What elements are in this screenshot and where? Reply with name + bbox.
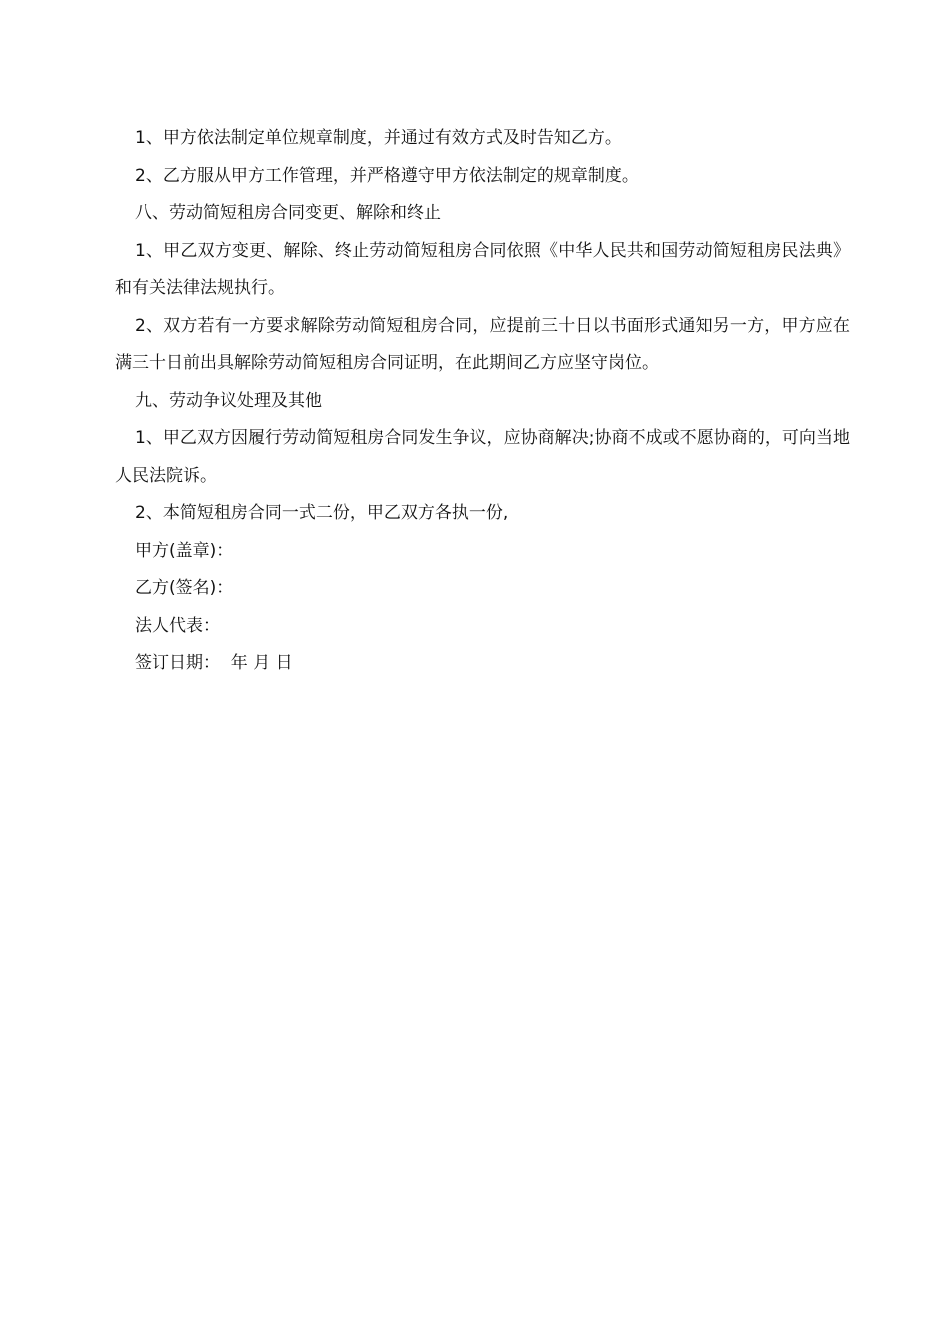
clause-9-1: 1、甲乙双方因履行劳动简短租房合同发生争议，应协商解决;协商不成或不愿协商的，可向当地人民法院诉。 bbox=[115, 428, 850, 486]
clause-8-1: 1、甲乙双方变更、解除、终止劳动简短租房合同依照《中华人民共和国劳动简短租房民法典》和有关法律法规执行。 bbox=[115, 240, 850, 298]
party-b-signature-line: 乙方(签名)： bbox=[135, 578, 234, 598]
document-body bbox=[115, 120, 850, 683]
section-heading-9: 九、劳动争议处理及其他 bbox=[135, 390, 322, 411]
clause-7-1: 1、甲方依法制定单位规章制度，并通过有效方式及时告知乙方。 bbox=[135, 128, 622, 148]
clause-9-2: 2、本简短租房合同一式二份，甲乙双方各执一份, bbox=[135, 503, 509, 523]
section-heading-8: 八、劳动简短租房合同变更、解除和终止 bbox=[135, 203, 441, 223]
clause-8-2: 2、双方若有一方要求解除劳动简短租房合同，应提前三十日以书面形式通知另一方，甲方应在满三十日前出具解除劳动简短租房合同证明，在此期间乙方应坚守岗位。 bbox=[115, 315, 850, 373]
sign-date-line: 签订日期： 年 月 日 bbox=[135, 653, 293, 673]
party-a-seal-line: 甲方(盖章)： bbox=[135, 540, 234, 561]
clause-7-2: 2、乙方服从甲方工作管理，并严格遵守甲方依法制定的规章制度。 bbox=[135, 165, 639, 186]
legal-representative-line: 法人代表： bbox=[135, 615, 220, 636]
